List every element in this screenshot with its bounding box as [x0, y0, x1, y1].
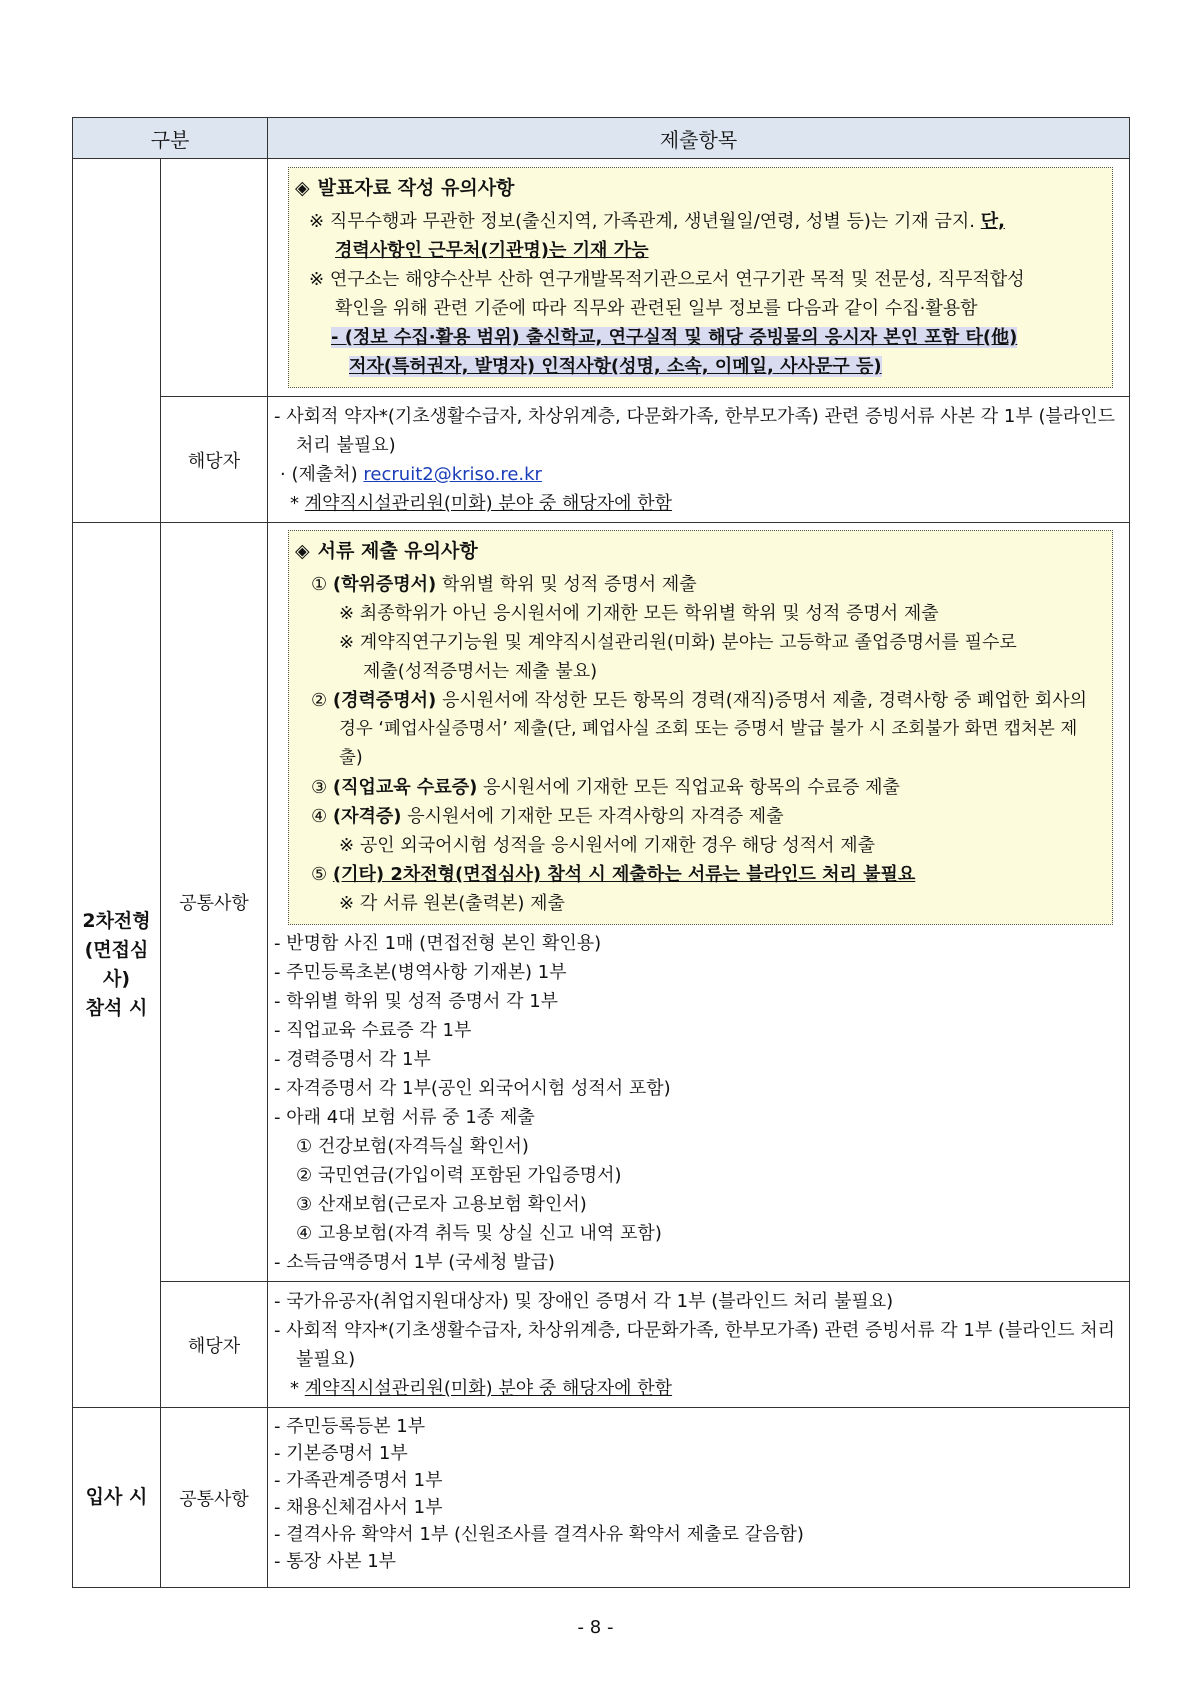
note-line: ① (학위증명서) 학위별 학위 및 성적 증명서 제출 [311, 574, 697, 595]
row-label: 해당자 [161, 397, 268, 523]
list-item: * 계약직시설관리원(미화) 분야 중 해당자에 한함 [290, 493, 673, 514]
note-line: ※ 직무수행과 무관한 정보(출신지역, 가족관계, 생년월일/연령, 성별 등)는 기재 금지. 단, [309, 211, 1005, 232]
table-row [73, 397, 1130, 523]
note-heading: ◈ 발표자료 작성 유의사항 [295, 177, 515, 199]
row-content [268, 397, 1130, 523]
presentation-note-cell [268, 159, 1130, 397]
list-item: - 국가유공자(취업지원대상자) 및 장애인 증명서 각 1부 (블라인드 처리 불필요) [274, 1291, 894, 1312]
row-label: 공통사항 [161, 1408, 268, 1588]
list-item: - 직업교육 수료증 각 1부 [274, 1020, 472, 1041]
list-item: - 결격사유 확약서 1부 (신원조사를 결격사유 확약서 제출로 갈음함) [274, 1524, 804, 1545]
list-item: - 기본증명서 1부 [274, 1443, 408, 1464]
list-item: 불필요) [296, 1349, 356, 1370]
row-content [268, 523, 1130, 1282]
list-item: * 계약직시설관리원(미화) 분야 중 해당자에 한함 [290, 1378, 673, 1399]
list-item: - 채용신체검사서 1부 [274, 1497, 443, 1518]
stage2-category: 2차전형 (면접심사) 참석 시 [73, 523, 161, 1408]
row-label: 공통사항 [161, 523, 268, 1282]
table-row [73, 159, 1130, 397]
list-item: 처리 불필요) [296, 435, 396, 456]
list-item: - 가족관계증명서 1부 [274, 1470, 443, 1491]
table-header-row [73, 118, 1130, 159]
page-number: - 8 - [577, 1617, 614, 1638]
list-item: - 통장 사본 1부 [274, 1551, 397, 1572]
note-line: 저자(특허권자, 발명자) 인적사항(성명, 소속, 이메일, 사사문구 등) [349, 356, 882, 377]
note-line: 제출(성적증명서는 제출 불요) [363, 661, 598, 682]
note-line: 경우 ‘폐업사실증명서’ 제출(단, 폐업사실 조회 또는 증명서 발급 불가 시 조회불가 화면 캡처본 제출) [339, 719, 1078, 768]
row-label: 해당자 [161, 1282, 268, 1408]
diamond-bullet-icon: ◈ [295, 177, 310, 199]
list-item: · (제출처) recruit2@kriso.re.kr [280, 464, 542, 485]
note-line: ※ 공인 외국어시험 성적을 응시원서에 기재한 경우 해당 성적서 제출 [339, 835, 876, 856]
document-note-box [288, 530, 1113, 925]
note-line: 경력사항인 근무처(기관명)는 기재 가능 [335, 240, 649, 261]
row-content [268, 1282, 1130, 1408]
list-item: - 아래 4대 보험 서류 중 1종 제출 [274, 1107, 535, 1128]
submission-table [72, 117, 1130, 1588]
note-line: 확인을 위해 관련 기준에 따라 직무와 관련된 일부 정보를 다음과 같이 수집·활용함 [335, 298, 978, 319]
table-row [73, 523, 1130, 1282]
note-line: ※ 각 서류 원본(출력본) 제출 [339, 893, 565, 914]
list-item: - 주민등록등본 1부 [274, 1416, 426, 1437]
list-item: ④ 고용보험(자격 취득 및 상실 신고 내역 포함) [296, 1223, 662, 1244]
list-item: ① 건강보험(자격득실 확인서) [296, 1136, 529, 1157]
joining-category: 입사 시 [73, 1408, 161, 1588]
note-line: ② (경력증명서) 응시원서에 작성한 모든 항목의 경력(재직)증명서 제출, 경력사항 중 폐업한 회사의 [311, 690, 1088, 711]
email-link[interactable]: recruit2@kriso.re.kr [363, 464, 542, 485]
note-line: - (정보 수집·활용 범위) 출신학교, 연구실적 및 해당 증빙물의 응시자 본인 포함 타(他) [331, 327, 1018, 348]
stage2-items [274, 929, 1123, 1277]
list-item: ③ 산재보험(근로자 고용보험 확인서) [296, 1194, 587, 1215]
list-item: ② 국민연금(가입이력 포함된 가입증명서) [296, 1165, 622, 1186]
empty-subcategory-cell [161, 159, 268, 397]
note-line: ※ 연구소는 해양수산부 산하 연구개발목적기관으로서 연구기관 목적 및 전문성, 직무적합성 [309, 269, 1025, 290]
list-item: - 소득금액증명서 1부 (국세청 발급) [274, 1252, 555, 1273]
note-line: ④ (자격증) 응시원서에 기재한 모든 자격사항의 자격증 제출 [311, 806, 784, 827]
note-line: ③ (직업교육 수료증) 응시원서에 기재한 모든 직업교육 항목의 수료증 제출 [311, 777, 900, 798]
diamond-bullet-icon: ◈ [295, 540, 310, 562]
list-item: - 학위별 학위 및 성적 증명서 각 1부 [274, 991, 559, 1012]
row-content [268, 1408, 1130, 1588]
list-item: - 자격증명서 각 1부(공인 외국어시험 성적서 포함) [274, 1078, 671, 1099]
presentation-note-box [288, 167, 1113, 388]
list-item: - 주민등록초본(병역사항 기재본) 1부 [274, 962, 567, 983]
note-line: ※ 최종학위가 아닌 응시원서에 기재한 모든 학위별 학위 및 성적 증명서 제출 [339, 603, 939, 624]
list-item: - 사회적 약자*(기초생활수급자, 차상위계층, 다문화가족, 한부모가족) 관련 증빙서류 사본 각 1부 (블라인드 [274, 406, 1116, 427]
list-item: - 반명함 사진 1매 (면접전형 본인 확인용) [274, 933, 602, 954]
list-item: - 경력증명서 각 1부 [274, 1049, 431, 1070]
list-item: - 사회적 약자*(기초생활수급자, 차상위계층, 다문화가족, 한부모가족) 관련 증빙서류 각 1부 (블라인드 처리 [274, 1320, 1116, 1341]
table-row [73, 1282, 1130, 1408]
header-items: 제출항목 [268, 118, 1130, 159]
note-line: ⑤ (기타) 2차전형(면접심사) 참석 시 제출하는 서류는 블라인드 처리 불필요 [311, 864, 916, 885]
note-heading: ◈ 서류 제출 유의사항 [295, 540, 478, 562]
header-category: 구분 [73, 118, 268, 159]
table-row [73, 1408, 1130, 1588]
note-line: ※ 계약직연구기능원 및 계약직시설관리원(미화) 분야는 고등학교 졸업증명서를 필수로 [339, 632, 1017, 653]
empty-category-cell [73, 159, 161, 523]
